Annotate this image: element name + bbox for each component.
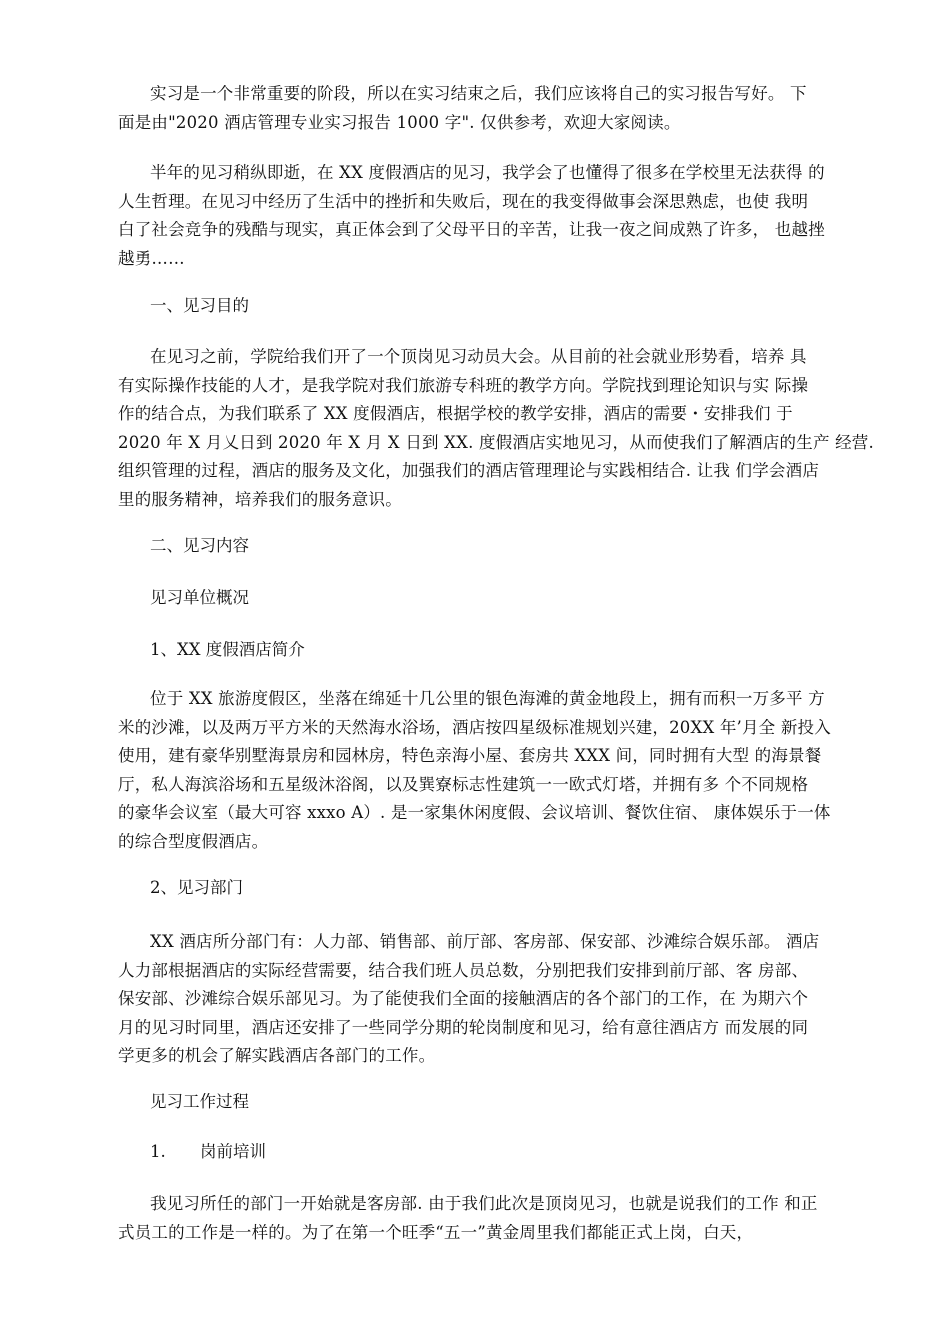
text-line: XX 酒店所分部门有：人力部、销售部、前厅部、客房部、保安部、沙滩综合娱乐部。 酒店	[150, 932, 820, 951]
text-line: 的综合型度假酒店。	[118, 831, 269, 851]
text-line: 人力部根据酒店的实际经营需要，结合我们班人员总数，分别把我们安排到前厅部、客 房部、	[118, 960, 809, 980]
text-line: 人生哲理。在见习中经历了生活中的挫折和失败后，现在的我变得做事会深思熟虑，也使 我明	[118, 191, 809, 211]
text-line: 白了社会竞争的残酷与现实，真正体会到了父母平日的辛苦，让我一夜之间成熟了许多， 也越挫	[118, 220, 825, 239]
subheading-unit-overview: 见习单位概况	[150, 588, 249, 607]
paragraph-1	[118, 159, 832, 273]
item-label: 岗前培训	[200, 1142, 266, 1161]
text-line: 厅，私人海滨浴场和五星级沐浴阁，以及巽寮标志性建筑一一欧式灯塔，并拥有多 个不同规格	[118, 774, 809, 794]
section-heading-purpose: 一、见习目的	[150, 296, 249, 315]
subheading-departments: 2、见习部门	[150, 878, 243, 897]
text-line: 面是由"2020 酒店管理专业实习报告 1000 字". 仅供参考，欢迎大家阅读。	[118, 112, 681, 132]
text-line: 的豪华会议室（最大可容 xxxo A）. 是一家集休闲度假、会议培训、餐饮住宿、 康体娱乐于一体	[118, 803, 831, 822]
numbered-item-training	[150, 1138, 266, 1166]
text-line: 里的服务精神，培养我们的服务意识。	[118, 489, 402, 509]
paragraph-3	[118, 685, 832, 856]
text-line: 使用，建有豪华别墅海景房和园林房，特色亲海小屋、套房共 XXX 间，同时拥有大型 的海景餐	[118, 746, 822, 765]
text-line: 位于 XX 旅游度假区，坐落在绵延十几公里的银色海滩的黄金地段上，拥有而积一万多平 方	[150, 689, 825, 708]
paragraph-4	[118, 928, 832, 1071]
text-line: 学更多的机会了解实践酒店各部门的工作。	[118, 1046, 436, 1065]
text-line: 有实际操作技能的人才，是我学院对我们旅游专科班的教学方向。学院找到理论知识与实 际操	[118, 375, 809, 395]
paragraph-5	[118, 1190, 832, 1247]
item-number: 1.	[150, 1142, 166, 1161]
text-line: 实习是一个非常重要的阶段，所以在实习结束之后，我们应该将自己的实习报告写好。 下	[150, 84, 807, 103]
subheading-work-process: 见习工作过程	[150, 1092, 249, 1111]
text-line: 作的结合点，为我们联系了 XX 度假酒店，根据学校的教学安排，酒店的需要・安排我们 于	[118, 404, 793, 423]
text-line: 我见习所任的部门一开始就是客房部. 由于我们此次是顶岗见习，也就是说我们的工作 和正	[150, 1194, 818, 1213]
text-line: 越勇……	[118, 248, 185, 268]
text-line: 组织管理的过程，酒店的服务及文化，加强我们的酒店管理理论与实践相结合. 让我 们学会酒店	[118, 461, 820, 480]
text-line: 在见习之前，学院给我们开了一个顶岗见习动员大会。从目前的社会就业形势看，培养 具	[150, 347, 807, 366]
text-line: 月的见习时同里，酒店还安排了一些同学分期的轮岗制度和见习，给有意往酒店方 而发展的同	[118, 1017, 809, 1037]
section-heading-content: 二、见习内容	[150, 536, 249, 555]
subheading-hotel-intro: 1、XX 度假酒店简介	[150, 640, 305, 659]
paragraph-2	[118, 343, 874, 514]
text-line: 米的沙滩，以及两万平方米的天然海水浴场，酒店按四星级标准规划兴建，20XX 年’月全 新投入	[118, 717, 831, 737]
text-line: 半年的见习稍纵即逝，在 XX 度假酒店的见习，我学会了也懂得了很多在学校里无法获得 的	[150, 163, 825, 182]
text-line: 2020 年 X 月乂日到 2020 年 X 月 X 日到 XX. 度假酒店实地见习，从而使我们了解酒店的生产 经营.	[118, 432, 874, 452]
text-line: 保安部、沙滩综合娱乐部见习。为了能使我们全面的接触酒店的各个部门的工作，在 为期六个	[118, 989, 809, 1008]
text-line: 式员工的工作是一样的。为了在第一个旺季“五一”黄金周里我们都能正式上岗，白天，	[118, 1222, 754, 1242]
intro-paragraph	[118, 80, 832, 137]
